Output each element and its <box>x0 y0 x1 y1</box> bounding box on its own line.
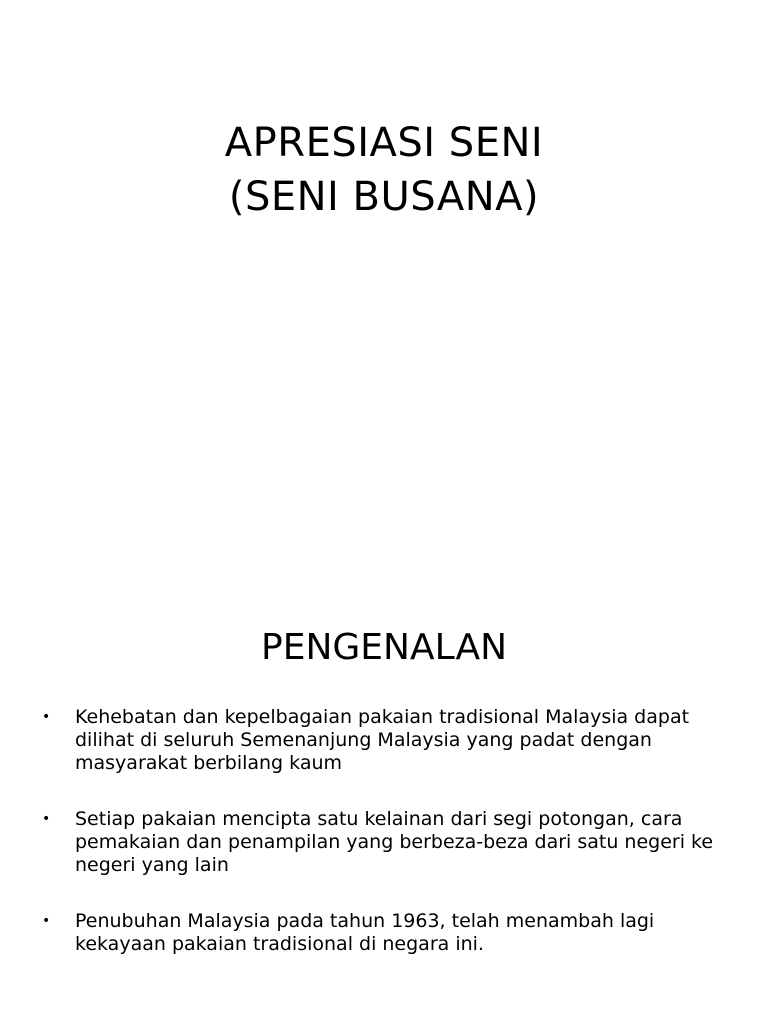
bullet-text: Setiap pakaian mencipta satu kelainan dari segi potongan, cara pemakaian dan penampilan yang berbeza-beza dari satu negeri ke negeri yang lain <box>75 808 714 876</box>
bullet-icon: • <box>42 811 51 827</box>
slide-title-line-2: (SENI BUSANA) <box>228 174 540 220</box>
bullet-icon: • <box>42 709 51 725</box>
bullet-text: Kehebatan dan kepelbagaian pakaian tradisional Malaysia dapat dilihat di seluruh Semenanjung Malaysia yang padat dengan masyarakat berbilang kaum <box>75 706 690 774</box>
bullet-list <box>42 706 732 989</box>
slide-title <box>0 116 768 224</box>
slide-title-line-1: APRESIASI SENI <box>224 120 544 166</box>
bullet-item-3 <box>42 910 732 956</box>
bullet-item-2 <box>42 808 732 877</box>
bullet-text: Penubuhan Malaysia pada tahun 1963, telah menambah lagi kekayaan pakaian tradisional di negara ini. <box>75 910 655 955</box>
bullet-icon: • <box>42 913 51 929</box>
bullet-item-1 <box>42 706 732 775</box>
section-heading: PENGENALAN <box>260 627 508 668</box>
introduction-slide <box>0 576 768 1024</box>
